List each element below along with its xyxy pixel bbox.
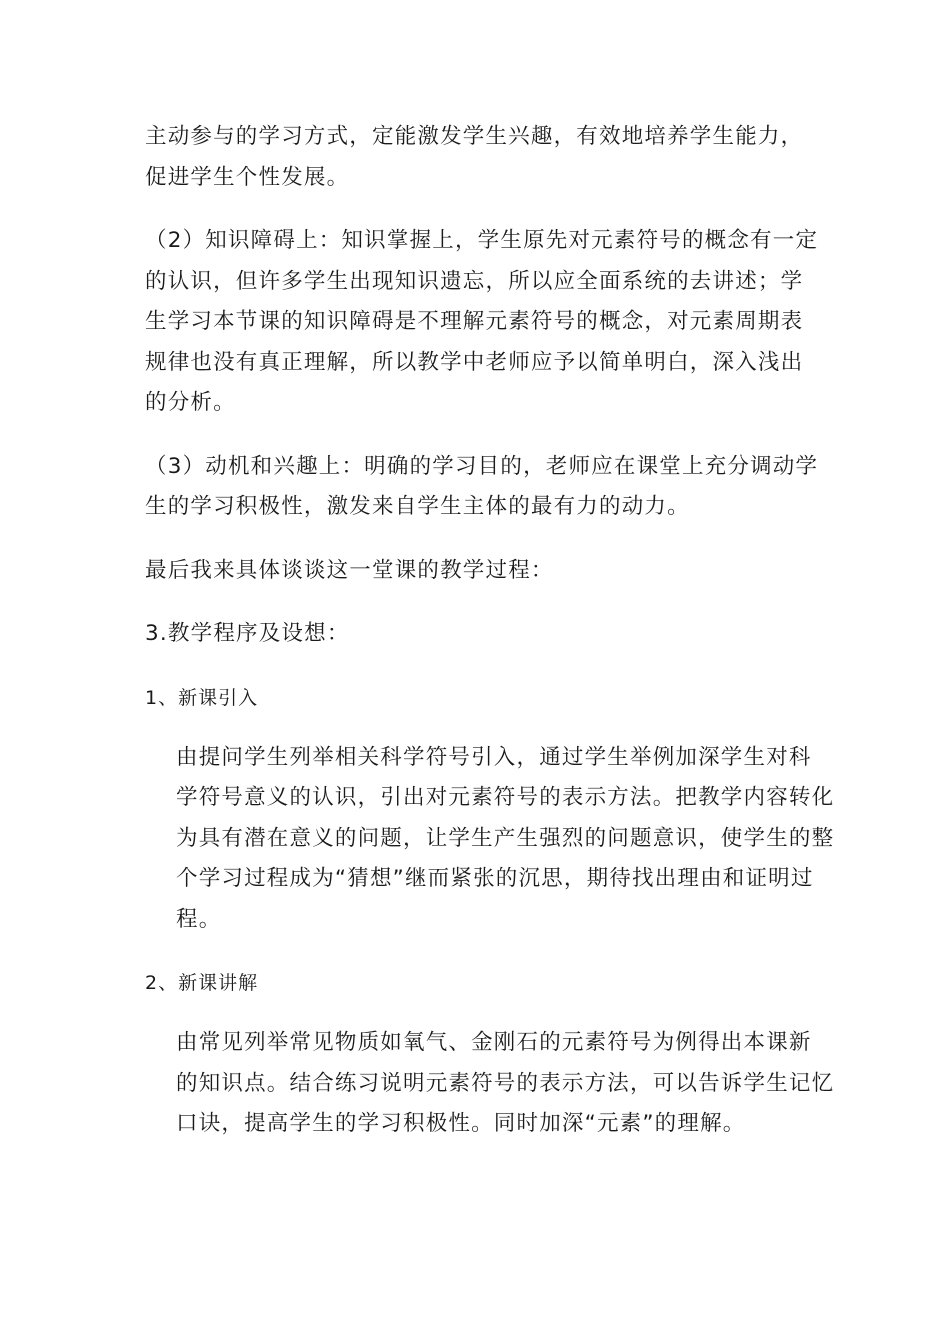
text-line: 主动参与的学习方式，定能激发学生兴趣，有效地培养学生能力， <box>145 124 804 149</box>
document-page <box>145 117 835 1145</box>
paragraph-knowledge-obstacle <box>145 221 819 424</box>
text-line: 规律也没有真正理解，所以教学中老师应予以简单明白，深入浅出 <box>145 349 804 375</box>
text-line: 由常见列举常见物质如氧气、金刚石的元素符号为例得出本课新 <box>176 1030 812 1055</box>
section-heading-teaching-procedure <box>145 614 810 655</box>
paragraph-lesson-intro <box>145 738 835 941</box>
subheading-new-lesson-intro: 1、新课引入 <box>145 686 259 709</box>
text-line: 生的学习积极性，激发来自学生主体的最有力的动力。 <box>145 494 690 519</box>
text-line: （3）动机和兴趣上：明确的学习目的，老师应在课堂上充分调动学 <box>145 453 819 479</box>
text-line: 最后我来具体谈谈这一堂课的教学过程： <box>145 557 554 583</box>
text-line: 的分析。 <box>145 390 236 415</box>
text-line: 个学习过程成为“猜想”继而紧张的沉思，期待找出理由和证明过 <box>176 866 814 891</box>
text-line: 程。 <box>176 906 222 932</box>
text-line: 3.教学程序及设想： <box>145 621 350 646</box>
paragraph-lesson-explanation <box>145 1023 835 1145</box>
paragraph-intro-process <box>145 551 810 592</box>
paragraph-learning-method <box>145 117 810 198</box>
text-line: 学符号意义的认识，引出对元素符号的表示方法。把教学内容转化 <box>176 785 835 810</box>
text-line: 促进学生个性发展。 <box>145 164 350 190</box>
text-line: （2）知识障碍上：知识掌握上，学生原先对元素符号的概念有一定 <box>145 228 819 253</box>
text-line: 生学习本节课的知识障碍是不理解元素符号的概念，对元素周期表 <box>145 309 804 334</box>
text-line: 为具有潜在意义的问题，让学生产生强烈的问题意识，使学生的整 <box>176 825 835 851</box>
subheading-new-lesson-explanation: 2、新课讲解 <box>145 972 259 994</box>
text-line: 的知识点。结合练习说明元素符号的表示方法，可以告诉学生记忆 <box>176 1070 835 1096</box>
paragraph-motivation <box>145 447 819 528</box>
text-line: 由提问学生列举相关科学符号引入，通过学生举例加深学生对科 <box>176 744 812 770</box>
text-line: 口诀，提高学生的学习积极性。同时加深“元素”的理解。 <box>176 1111 746 1136</box>
text-line: 的认识，但许多学生出现知识遗忘，所以应全面系统的去讲述；学 <box>145 268 804 294</box>
